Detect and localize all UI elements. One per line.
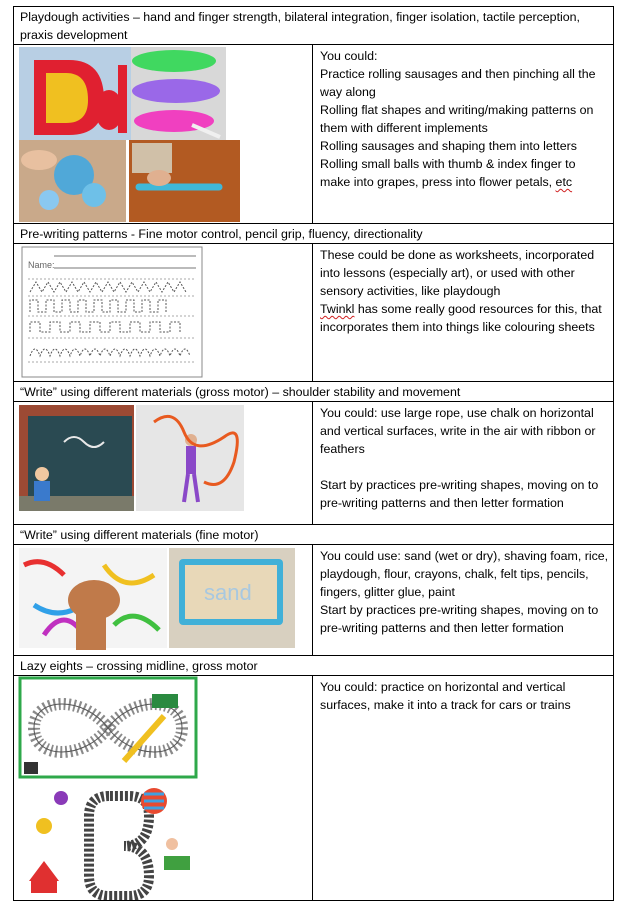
text-line: These could be done as worksheets, incorporated into lessons (especially art), or used with other sensory activities, like playdough	[320, 248, 595, 298]
section-content-row	[14, 545, 614, 656]
text-line: Practice rolling sausages and then pinching all the way along	[320, 67, 596, 99]
spelling-flag: etc	[555, 175, 573, 189]
section-content-row	[14, 45, 614, 224]
text-line: You could: use large rope, use chalk on horizontal and vertical surfaces, write in the air with ribbon or feathers	[320, 406, 596, 456]
text-line: Rolling small balls with thumb & index finger to make into grapes, press into flower petals, etc	[320, 157, 576, 189]
activities-table	[13, 6, 614, 901]
section-heading-row	[14, 224, 614, 244]
text-line: You could:	[320, 49, 378, 63]
lazy-eights-heading: Lazy eights – crossing midline, gross motor	[14, 656, 614, 676]
playdough-photo-collage	[14, 45, 313, 223]
section-heading-row	[14, 656, 614, 676]
circus-track-illustration	[29, 788, 190, 896]
section-heading-row	[14, 525, 614, 545]
section-content-row	[14, 244, 614, 382]
playdough-text	[313, 45, 614, 224]
text-line: Start by practices pre-writing shapes, moving on to pre-writing patterns and then letter formation	[320, 478, 599, 510]
sand-word: sand	[204, 580, 252, 605]
text-line: Twinkl has some really good resources for this, that incorporates them into things like colouring sheets	[320, 302, 602, 334]
prewriting-images	[14, 244, 313, 382]
fine-motor-heading: “Write” using different materials (fine motor)	[14, 525, 614, 545]
text-line: You could use: sand (wet or dry), shaving foam, rice, playdough, flour, crayons, chalk, felt tips, pencils, fingers, glitter glue, paint	[320, 549, 609, 599]
section-content-row	[14, 402, 614, 525]
text-line: You could: practice on horizontal and vertical surfaces, make it into a track for cars or trains	[320, 680, 571, 712]
fine-motor-text	[313, 545, 614, 656]
gross-motor-images	[14, 402, 313, 525]
section-content-row	[14, 676, 614, 901]
prewriting-worksheet	[14, 244, 313, 381]
text-line: Rolling flat shapes and writing/making patterns on them with different implements	[320, 103, 594, 135]
section-heading-row	[14, 7, 614, 45]
lazy-eights-text	[313, 676, 614, 901]
gross-motor-heading: “Write” using different materials (gross motor) – shoulder stability and movement	[14, 382, 614, 402]
text-line: Start by practices pre-writing shapes, moving on to pre-writing patterns and then letter formation	[320, 603, 599, 635]
fine-motor-images	[14, 545, 313, 656]
playdough-heading: Playdough activities – hand and finger strength, bilateral integration, finger isolation, tactile perception, praxis development	[14, 7, 614, 45]
worksheet-name-label: Name:	[28, 260, 55, 270]
playdough-images	[14, 45, 313, 224]
prewriting-heading: Pre-writing patterns - Fine motor control, pencil grip, fluency, directionality	[14, 224, 614, 244]
lazy-eights-images	[14, 676, 313, 901]
lazy-eights-pictures	[14, 676, 313, 900]
section-heading-row	[14, 382, 614, 402]
spelling-flag: Twinkl	[320, 302, 355, 316]
fine-motor-photos	[14, 545, 313, 655]
prewriting-text	[313, 244, 614, 382]
gross-motor-photos	[14, 402, 313, 524]
gross-motor-text	[313, 402, 614, 525]
text-line: Rolling sausages and shaping them into letters	[320, 139, 577, 153]
